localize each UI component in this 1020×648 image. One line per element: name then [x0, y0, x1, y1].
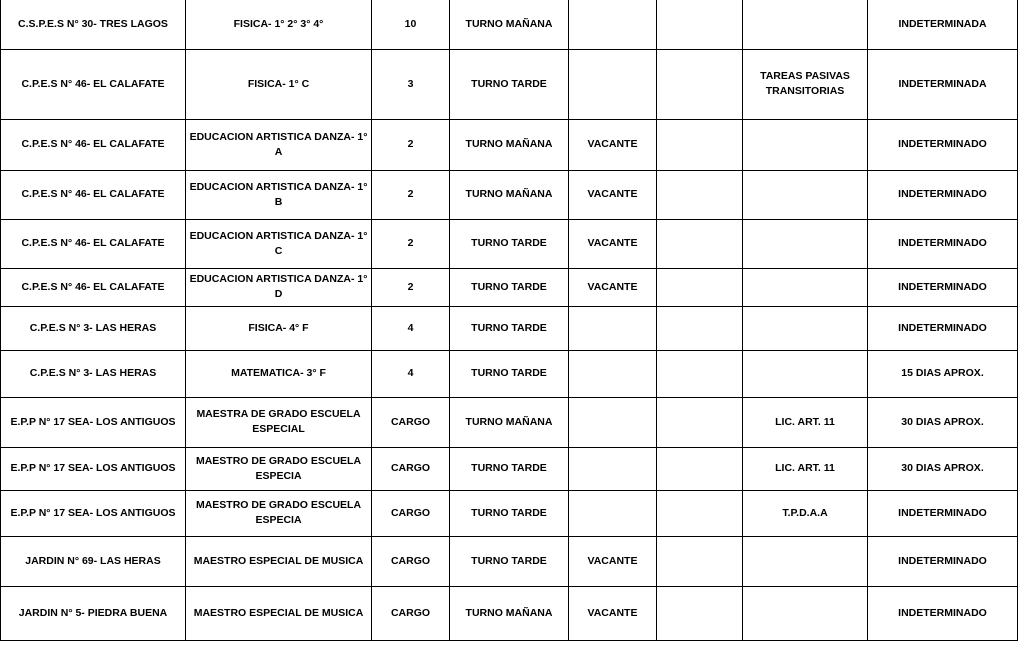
subject-cell: FISICA- 4° F [186, 306, 372, 350]
table-row [1, 490, 1018, 536]
hours-cell: 4 [372, 350, 450, 397]
duration-cell: 15 DIAS APROX. [868, 350, 1018, 397]
duration-cell: INDETERMINADA [868, 49, 1018, 119]
reason-cell: LIC. ART. 11 [743, 447, 868, 490]
duration-cell: INDETERMINADO [868, 119, 1018, 170]
school-cell: C.P.E.S N° 46- EL CALAFATE [1, 268, 186, 306]
school-cell: C.P.E.S N° 46- EL CALAFATE [1, 170, 186, 219]
table-row [1, 219, 1018, 268]
status-cell: VACANTE [569, 119, 657, 170]
reason-cell: T.P.D.A.A [743, 490, 868, 536]
school-cell: C.P.E.S N° 3- LAS HERAS [1, 306, 186, 350]
school-cell: C.S.P.E.S N° 30- TRES LAGOS [1, 0, 186, 49]
blank-cell [657, 306, 743, 350]
hours-cell: 2 [372, 170, 450, 219]
status-cell [569, 447, 657, 490]
duration-cell: INDETERMINADA [868, 0, 1018, 49]
duration-cell: INDETERMINADO [868, 536, 1018, 586]
status-cell [569, 49, 657, 119]
school-cell: C.P.E.S N° 46- EL CALAFATE [1, 49, 186, 119]
hours-cell: 2 [372, 219, 450, 268]
status-cell [569, 0, 657, 49]
status-cell [569, 350, 657, 397]
school-cell: C.P.E.S N° 46- EL CALAFATE [1, 119, 186, 170]
hours-cell: CARGO [372, 490, 450, 536]
status-cell [569, 397, 657, 447]
blank-cell [657, 49, 743, 119]
blank-cell [657, 0, 743, 49]
subject-cell: EDUCACION ARTISTICA DANZA- 1° A [186, 119, 372, 170]
hours-cell: 4 [372, 306, 450, 350]
blank-cell [657, 490, 743, 536]
status-cell: VACANTE [569, 170, 657, 219]
blank-cell [657, 447, 743, 490]
duration-cell: INDETERMINADO [868, 219, 1018, 268]
shift-cell: TURNO MAÑANA [450, 586, 569, 640]
reason-cell: LIC. ART. 11 [743, 397, 868, 447]
blank-cell [657, 586, 743, 640]
school-cell: JARDIN N° 69- LAS HERAS [1, 536, 186, 586]
subject-cell: MATEMATICA- 3° F [186, 350, 372, 397]
school-cell: E.P.P N° 17 SEA- LOS ANTIGUOS [1, 447, 186, 490]
shift-cell: TURNO TARDE [450, 268, 569, 306]
table-row [1, 350, 1018, 397]
subject-cell: FISICA- 1° C [186, 49, 372, 119]
reason-cell [743, 219, 868, 268]
subject-cell: MAESTRO ESPECIAL DE MUSICA [186, 586, 372, 640]
hours-cell: 2 [372, 268, 450, 306]
hours-cell: CARGO [372, 397, 450, 447]
subject-cell: EDUCACION ARTISTICA DANZA- 1° C [186, 219, 372, 268]
subject-cell: EDUCACION ARTISTICA DANZA- 1° D [186, 268, 372, 306]
reason-cell [743, 170, 868, 219]
hours-cell: 3 [372, 49, 450, 119]
duration-cell: INDETERMINADO [868, 490, 1018, 536]
duration-cell: INDETERMINADO [868, 306, 1018, 350]
blank-cell [657, 170, 743, 219]
school-cell: E.P.P N° 17 SEA- LOS ANTIGUOS [1, 490, 186, 536]
reason-cell [743, 268, 868, 306]
table-row [1, 586, 1018, 640]
blank-cell [657, 397, 743, 447]
table-row [1, 0, 1018, 49]
blank-cell [657, 119, 743, 170]
status-cell: VACANTE [569, 586, 657, 640]
shift-cell: TURNO TARDE [450, 306, 569, 350]
hours-cell: 2 [372, 119, 450, 170]
shift-cell: TURNO TARDE [450, 447, 569, 490]
reason-cell [743, 586, 868, 640]
hours-cell: 10 [372, 0, 450, 49]
table-row [1, 49, 1018, 119]
duration-cell: 30 DIAS APROX. [868, 447, 1018, 490]
duration-cell: INDETERMINADO [868, 268, 1018, 306]
subject-cell: MAESTRO DE GRADO ESCUELA ESPECIA [186, 490, 372, 536]
shift-cell: TURNO TARDE [450, 219, 569, 268]
duration-cell: 30 DIAS APROX. [868, 397, 1018, 447]
blank-cell [657, 536, 743, 586]
shift-cell: TURNO TARDE [450, 536, 569, 586]
reason-cell: TAREAS PASIVAS TRANSITORIAS [743, 49, 868, 119]
shift-cell: TURNO MAÑANA [450, 0, 569, 49]
subject-cell: MAESTRA DE GRADO ESCUELA ESPECIAL [186, 397, 372, 447]
status-cell [569, 306, 657, 350]
reason-cell [743, 350, 868, 397]
duration-cell: INDETERMINADO [868, 170, 1018, 219]
shift-cell: TURNO MAÑANA [450, 397, 569, 447]
reason-cell [743, 536, 868, 586]
status-cell [569, 490, 657, 536]
school-cell: JARDIN N° 5- PIEDRA BUENA [1, 586, 186, 640]
shift-cell: TURNO TARDE [450, 490, 569, 536]
table-row [1, 306, 1018, 350]
subject-cell: FISICA- 1° 2° 3° 4° [186, 0, 372, 49]
table-row [1, 119, 1018, 170]
shift-cell: TURNO TARDE [450, 350, 569, 397]
status-cell: VACANTE [569, 268, 657, 306]
status-cell: VACANTE [569, 219, 657, 268]
shift-cell: TURNO TARDE [450, 49, 569, 119]
table-row [1, 447, 1018, 490]
school-cell: C.P.E.S N° 46- EL CALAFATE [1, 219, 186, 268]
table-row [1, 536, 1018, 586]
reason-cell [743, 306, 868, 350]
status-cell: VACANTE [569, 536, 657, 586]
hours-cell: CARGO [372, 447, 450, 490]
blank-cell [657, 268, 743, 306]
table-row [1, 170, 1018, 219]
school-cell: C.P.E.S N° 3- LAS HERAS [1, 350, 186, 397]
hours-cell: CARGO [372, 536, 450, 586]
duration-cell: INDETERMINADO [868, 586, 1018, 640]
blank-cell [657, 350, 743, 397]
table-row [1, 397, 1018, 447]
blank-cell [657, 219, 743, 268]
subject-cell: MAESTRO DE GRADO ESCUELA ESPECIA [186, 447, 372, 490]
shift-cell: TURNO MAÑANA [450, 119, 569, 170]
table-row [1, 268, 1018, 306]
subject-cell: MAESTRO ESPECIAL DE MUSICA [186, 536, 372, 586]
school-cell: E.P.P N° 17 SEA- LOS ANTIGUOS [1, 397, 186, 447]
reason-cell [743, 119, 868, 170]
subject-cell: EDUCACION ARTISTICA DANZA- 1° B [186, 170, 372, 219]
hours-cell: CARGO [372, 586, 450, 640]
shift-cell: TURNO MAÑANA [450, 170, 569, 219]
table-body [1, 0, 1018, 640]
reason-cell [743, 0, 868, 49]
